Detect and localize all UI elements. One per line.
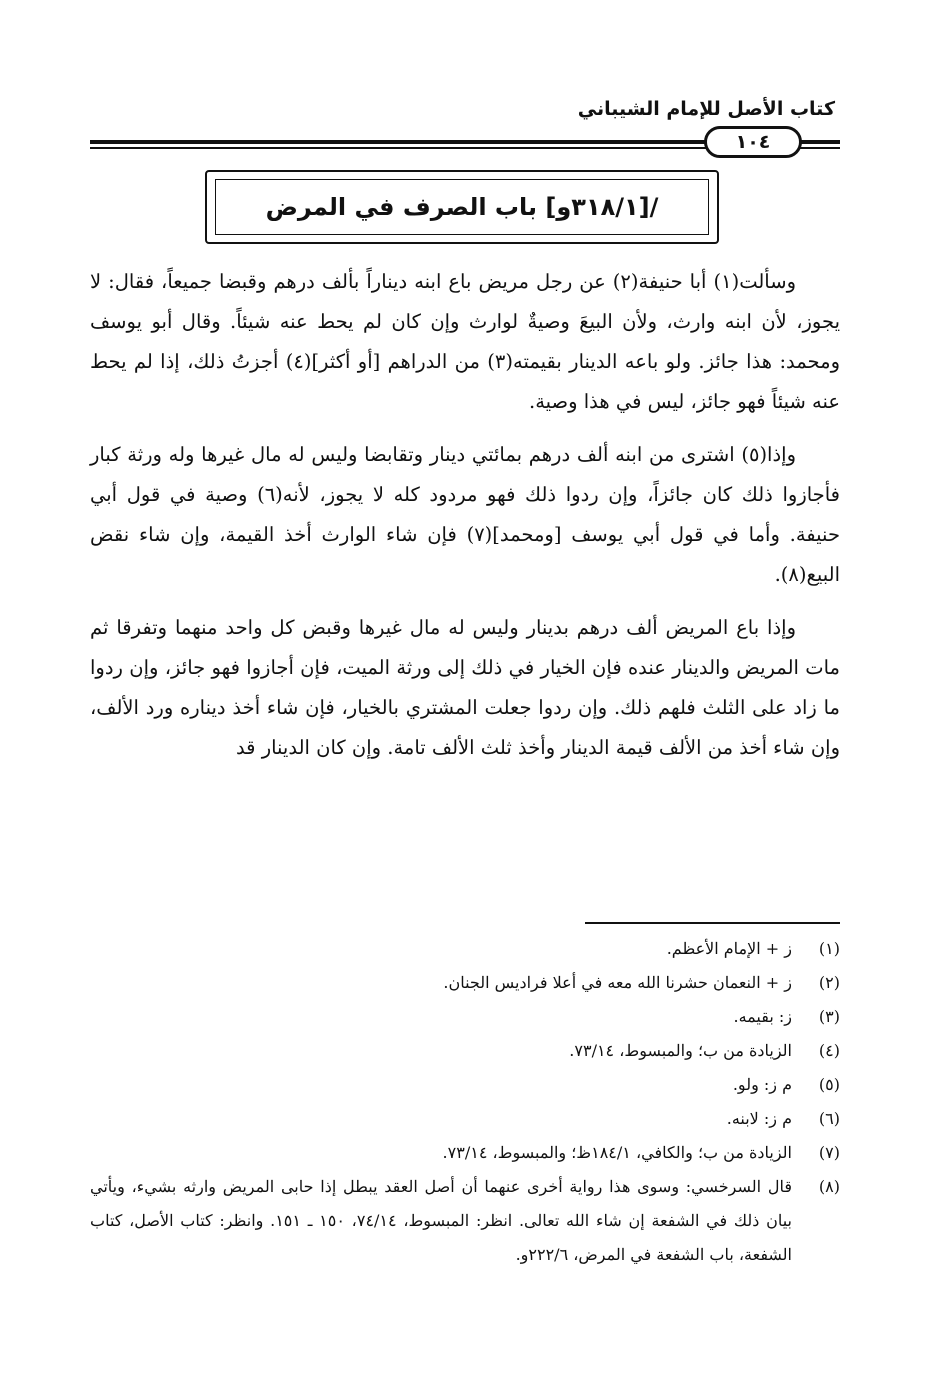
footnote-7	[90, 1136, 840, 1170]
paragraph-3: وإذا باع المريض ألف درهم بدينار وليس له مال غيرها وقبض كل واحد منهما وتفرقا ثم مات المريض والدينار عنده فإن الخيار في ذلك إلى ورثة الميت، فإن أجازوا فهو جائز، وإن ردوا ما زاد على الثلث فلهم ذلك. وإن ردوا جعلت المشتري بالخيار، فإن شاء أخذ ديناره ورد الألف، وإن شاء أخذ من الألف قيمة الدينار وأخذ ثلث الألف تامة. وإن كان الدينار قد	[90, 616, 840, 759]
footnote-number: (٨)	[818, 1177, 840, 1196]
main-text	[90, 262, 840, 781]
footnote-number: (٦)	[818, 1109, 840, 1128]
footnote-number: (٣)	[818, 1007, 840, 1026]
footnote-4	[90, 1034, 840, 1068]
footnote-text: الزيادة من ب؛ والكافي، ١٨٤/١ظ؛ والمبسوط، ٧٣/١٤.	[442, 1143, 792, 1162]
paragraph-1: وسألت(١) أبا حنيفة(٢) عن رجل مريض باع ابنه ديناراً بألف درهم وقبضا جميعاً، فقال: لا يجوز، لأن ابنه وارث، ولأن البيعَ وصيةٌ لوارث وإن كان لم يحط عنه شيئاً. وقال أبو يوسف ومحمد: هذا جائز. ولو باعه الدينار بقيمته(٣) من الدراهم [أو أكثر](٤) أجزتُ ذلك، إذا لم يحط عنه شيئاً فهو جائز، ليس في هذا وصية.	[90, 270, 840, 413]
paragraph-2: وإذا(٥) اشترى من ابنه ألف درهم بمائتي دينار وتقابضا وليس له مال غيرها وله ورثة كبار فأجازوا ذلك كان جائزاً، وإن ردوا ذلك فهو مردود كله لا يجوز، لأنه(٦) وصية في قول أبي حنيفة. وأما في قول أبي يوسف [ومحمد](٧) فإن شاء الوارث أخذ القيمة، وإن شاء نقض البيع(٨).	[90, 443, 840, 586]
footnote-3	[90, 1000, 840, 1034]
footnote-6	[90, 1102, 840, 1136]
footnote-1	[90, 932, 840, 966]
page-number-badge	[704, 126, 802, 158]
footnotes	[90, 932, 840, 1272]
footnote-text: ز: بقيمه.	[733, 1007, 792, 1026]
chapter-heading-inner-frame	[215, 179, 709, 235]
footnote-text: م ز: لابنه.	[726, 1109, 792, 1128]
footnote-number: (٤)	[818, 1041, 840, 1060]
footnote-number: (١)	[818, 939, 840, 958]
footnote-text: الزيادة من ب؛ والمبسوط، ٧٣/١٤.	[569, 1041, 792, 1060]
footnote-number: (٢)	[818, 973, 840, 992]
chapter-heading-frame	[205, 170, 719, 244]
footnote-text: م ز: ولو.	[732, 1075, 792, 1094]
footnote-number: (٧)	[818, 1143, 840, 1162]
chapter-title: /[٣١٨/١و] باب الصرف في المرض	[265, 193, 659, 221]
footnote-separator	[585, 922, 840, 924]
footnote-5	[90, 1068, 840, 1102]
footnote-text: ز + النعمان حشرنا الله معه في أعلا فراديس الجنان.	[443, 973, 792, 992]
footnote-8	[90, 1170, 840, 1272]
footnote-number: (٥)	[818, 1075, 840, 1094]
page-number: ١٠٤	[735, 130, 771, 153]
footnote-text: ز + الإمام الأعظم.	[666, 939, 792, 958]
running-header-title: كتاب الأصل للإمام الشيباني	[577, 98, 835, 120]
footnote-2	[90, 966, 840, 1000]
footnote-text: قال السرخسي: وسوى هذا رواية أخرى عنهما أن أصل العقد يبطل إذا حابى المريض وارثه بشيء، ويأتي بيان ذلك في الشفعة إن شاء الله تعالى. انظر: المبسوط، ٧٤/١٤، ١٥٠ ـ ١٥١. وانظر: كتاب الأصل، كتاب الشفعة، باب الشفعة في المرض، ٢٢٢/٦و.	[90, 1177, 793, 1264]
